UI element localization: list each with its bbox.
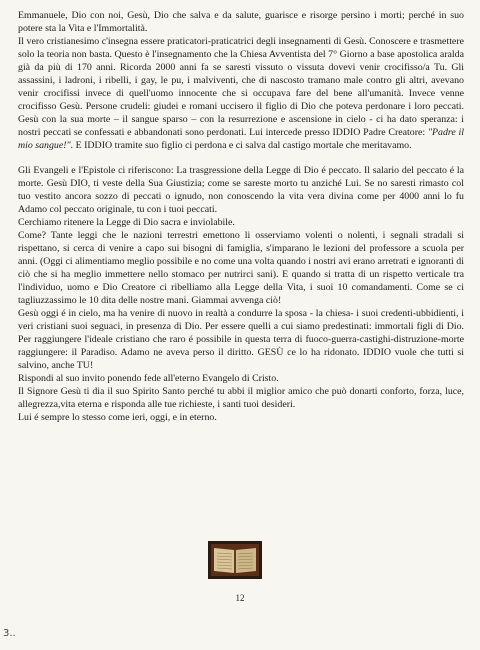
paragraph-cristianesimo <box>18 35 464 152</box>
paragraph-come: Come? Tante leggi che le nazioni terrestri emettono li osserviamo volenti o nolenti, i segnali stradali si rispettano, si cerca di venire a capo sui bisogni di famiglia, s'imparano le lezioni del professore a scuola per anni. (Oggi ci alimentiamo meglio possibile e no come una volta quando i nostri avi erano arretrati e ignoranti di ciò che si ha meglio immettere nello stomaco per nutrirci sani). E quando si tratta di un rispetto verticale tra l'individuo, uomo e Dio Creatore ci ribelliamo alla Legge della Vita, i suoi 10 comandamenti. Come se ci tagliuzzassimo le 10 dita delle nostre mani. Giammai avvenga ciò! <box>18 230 464 306</box>
paragraph-signore: Il Signore Gesù ti dia il suo Spirito Santo perché tu abbi il miglior amico che può donarti conforto, forza, luce, allegrezza,vita eterna e risponda alle tue richieste, i santi tuoi desideri. <box>18 386 464 410</box>
paragraph-emmanuele: Emmanuele, Dio con noi, Gesù, Dio che salva e da salute, guarisce e risorge persino i morti; perché in suo potere sta la Vita e l'Immortalità. <box>18 10 464 34</box>
text-block-1 <box>18 9 464 152</box>
open-book-icon <box>208 541 262 579</box>
paragraph-gesu-oggi: Gesù oggi é in cielo, ma ha venire di nuovo in realtà a condurre la sposa - la chiesa- i suoi credenti-ubbidienti, i veri cristiani suoi seguaci, in presenza di Dio. Per essere quelli a cui siamo predestinati: immortali figli di Dio. Per raggiungere l'ideale cristiano che raro é possibile in questa terra di fuoco-guerra-castighi-distruzione-morte raggiungere: il Paradiso. Adamo ne aveva perso il diritto. GESÙ ce lo ha ridonato. IDDIO vuole che tutti si salvino, anche TU! <box>18 308 464 371</box>
quote-padre-sangue: "Padre il mio sangue!". <box>18 127 465 151</box>
paragraph-lui: Lui é sempre lo stesso come ieri, oggi, e in eterno. <box>18 412 217 423</box>
paragraph-cristianesimo-end: E IDDIO tramite suo figlio ci perdona e ci salva dal castigo mortale che meritavamo. <box>75 140 412 151</box>
open-bible-image <box>208 541 262 579</box>
scan-mark: 3.. <box>3 628 16 639</box>
document-page <box>18 9 464 424</box>
paragraph-cerchiamo: Cerchiamo ritenere la Legge di Dio sacra e inviolabile. <box>18 217 235 228</box>
paragraph-cristianesimo-text: Il vero cristianesimo c'insegna essere praticatori-praticatrici degli insegnamenti di Gesù. Conoscere e trasmettere solo la teoria non basta. Questo è l'insegnamento che la Chiesa Avventista del 7° Giorno a base apostolica aralda già da più di 170 anni. Ricorda 2000 anni fa se saresti vissuto o vissuta dovevi venir crocifisso/a Tu. Gli assassini, i ladroni, i ribelli, i gay, le pu, i malviventi, che di nascosto tramano male contro gli altri, avevano venir crocifissi invece di quell'uomo innocente che si occupava fare del bene all'umanità. Invece venne crocifisso Gesù. Persone crudeli: giudei e romani uccisero il figlio di Dio che poteva perdonare i loro peccati. Gesù con la sua morte – il sangue sparso – con la resurrezione e ascensione in cielo - ci ha dato speranza: i nostri peccati se confessati e abbandonati sono perdonati. Lui intercede presso IDDIO Padre Creatore: <box>18 36 464 138</box>
paragraph-evangeli: Gli Evangeli e l'Epistole ci riferiscono: La trasgressione della Legge di Dio é peccato. Il salario del peccato é la morte. Gesù DIO, ti veste della Sua Giustizia; come se sareste morto tu anziché Lui. Se no saresti rimasto col tuo vestito ancora sozzo di peccati o ignudo, non conoscendo la vita vera divina come per 4000 anni lo fu Adamo col peccato originale, tu con i tuoi peccati. <box>18 165 464 215</box>
text-block-2 <box>18 164 464 424</box>
page-number: 12 <box>235 593 245 603</box>
paragraph-rispondi: Rispondi al suo invito ponendo fede all'eterno Evangelo di Cristo. <box>18 373 279 384</box>
